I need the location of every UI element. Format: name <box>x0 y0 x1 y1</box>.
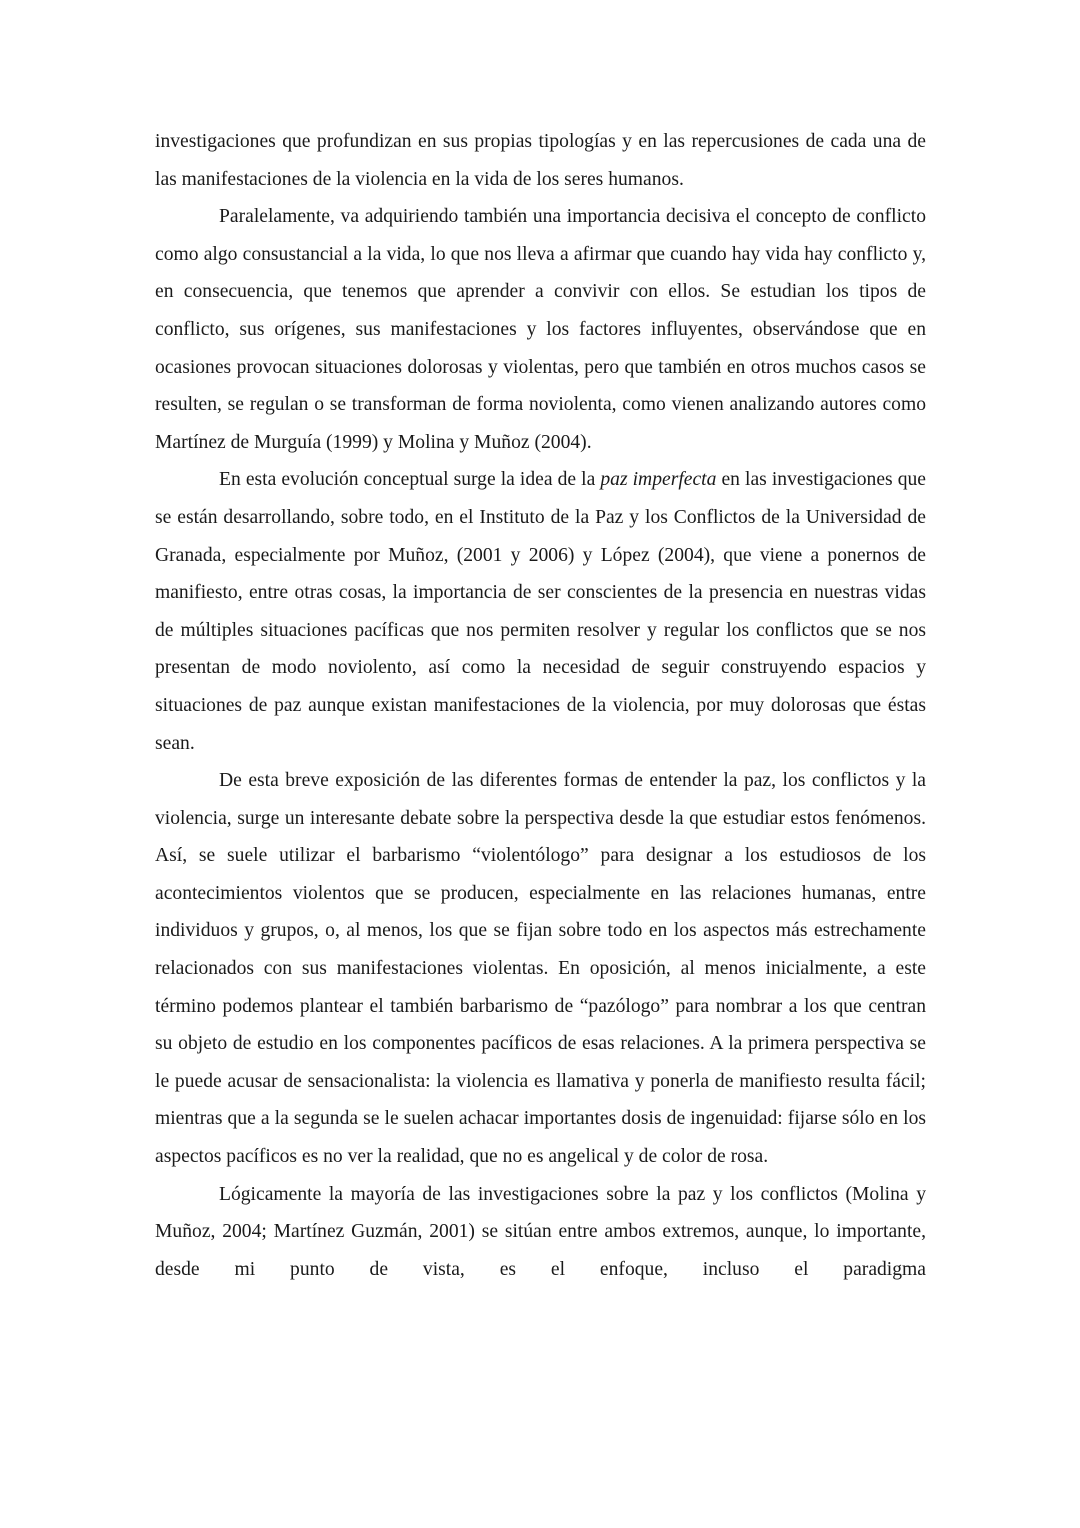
emphasis-paz-imperfecta: paz imperfecta <box>600 469 717 491</box>
document-page <box>155 123 926 1288</box>
paragraph-imperfect-peace-end: en las investigaciones que se están desarrollando, sobre todo, en el Instituto de la Paz y los Conflictos de la Universidad de Granada, especialmente por Muñoz, (2001 y 2006) y López (2004), que viene a ponernos de manifiesto, entre otras cosas, la importancia de ser conscientes de la presencia en nuestras vidas de múltiples situaciones pacíficas que nos permiten resolver y regular los conflictos que se nos presentan de modo noviolento, así como la necesidad de seguir construyendo espacios y situaciones de paz aunque existan manifestaciones de la violencia, por muy dolorosas que éstas sean. <box>155 469 926 754</box>
paragraph-imperfect-peace <box>155 461 926 762</box>
paragraph-imperfect-peace-start: En esta evolución conceptual surge la idea de la <box>219 469 601 491</box>
paragraph-conflict-concept: Paralelamente, va adquiriendo también una importancia decisiva el concepto de conflicto como algo consustancial a la vida, lo que nos lleva a afirmar que cuando hay vida hay conflicto y, en consecuencia, que tenemos que aprender a convivir con ellos. Se estudian los tipos de conflicto, sus orígenes, sus manifestaciones y los factores influyentes, observándose que en ocasiones provocan situaciones dolorosas y violentas, pero que también en otros muchos casos se resulten, se regulan o se transforman de forma noviolenta, como vienen analizando autores como Martínez de Murguía (1999) y Molina y Muñoz (2004). <box>155 206 926 453</box>
paragraph-research-extremes: Lógicamente la mayoría de las investigaciones sobre la paz y los conflictos (Molina y Muñoz, 2004; Martínez Guzmán, 2001) se sitúan entre ambos extremos, aunque, lo importante, desde mi punto de vista, es el enfoque, incluso el paradigma <box>155 1183 926 1280</box>
paragraph-perspective-debate: De esta breve exposición de las diferentes formas de entender la paz, los conflictos y la violencia, surge un interesante debate sobre la perspectiva desde la que estudiar estos fenómenos. Así, se suele utilizar el barbarismo “violentólogo” para designar a los estudiosos de los acontecimientos violentos que se producen, especialmente en las relaciones humanas, entre individuos y grupos, o, al menos, los que se fijan sobre todo en los aspectos más estrechamente relacionados con sus manifestaciones violentas. En oposición, al menos inicialmente, a este término podemos plantear el también barbarismo de “pazólogo” para nombrar a los que centran su objeto de estudio en los componentes pacíficos de esas relaciones. A la primera perspectiva se le puede acusar de sensacionalista: la violencia es llamativa y ponerla de manifiesto resulta fácil; mientras que a la segunda se le suelen achacar importantes dosis de ingenuidad: fijarse sólo en los aspectos pacíficos es no ver la realidad, que no es angelical y de color de rosa. <box>155 770 926 1168</box>
paragraph-continuation: investigaciones que profundizan en sus propias tipologías y en las repercusiones de cada una de las manifestaciones de la violencia en la vida de los seres humanos. <box>155 131 926 190</box>
